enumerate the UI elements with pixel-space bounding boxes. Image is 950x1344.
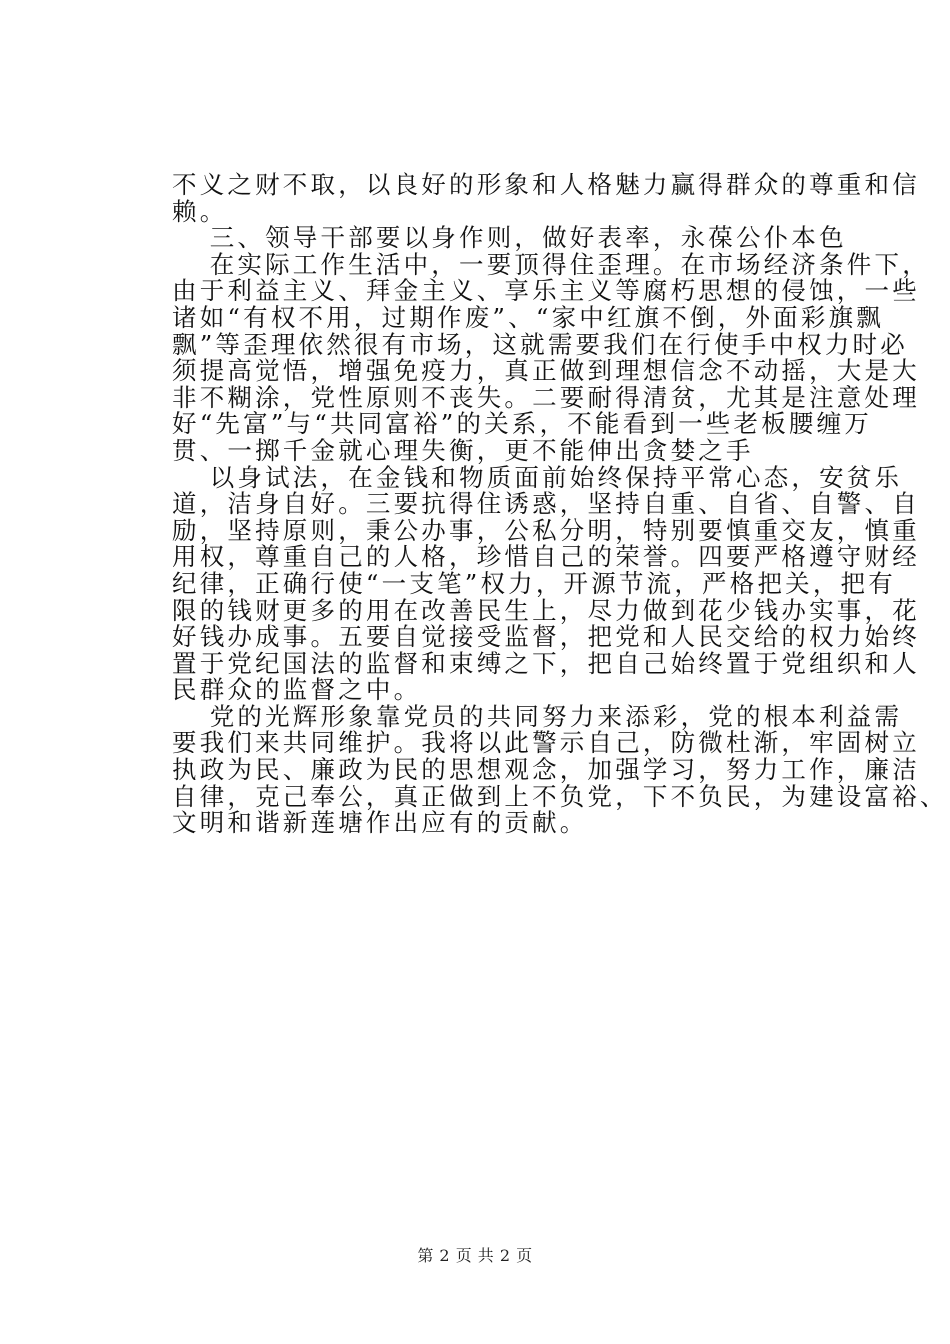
text-line: 纪律，正确行使“一支笔”权力，开源节流，严格把关，把有 [172, 568, 896, 598]
text-line: 赖。 [172, 196, 228, 226]
text-line: 好“先富”与“共同富裕”的关系，不能看到一些老板腰缠万 [172, 409, 872, 439]
text-line: 限的钱财更多的用在改善民生上，尽力做到花少钱办实事，花 [172, 595, 920, 625]
text-line: 党的光辉形象靠党员的共同努力来添彩，党的根本利益需 [182, 701, 903, 731]
text-line: 非不糊涂，党性原则不丧失。二要耐得清贫，尤其是注意处理 [172, 382, 920, 412]
text-line: 不义之财不取，以良好的形象和人格魅力赢得群众的尊重和信 [172, 170, 920, 199]
text-line: 文明和谐新莲塘作出应有的贡献。 [172, 808, 588, 838]
text-line: 好钱办成事。五要自觉接受监督，把党和人民交给的权力始终 [172, 622, 920, 652]
text-line: 飘”等歪理依然很有市场，这就需要我们在行使手中权力时必 [172, 329, 908, 359]
text-line: 须提高觉悟，增强免疫力，真正做到理想信念不动摇，大是大 [172, 356, 920, 386]
text-line: 自律，克己奉公，真正做到上不负党，下不负民，为建设富裕、 [172, 781, 948, 811]
text-line: 励，坚持原则，秉公办事，公私分明，特别要慎重交友，慎重 [172, 515, 920, 545]
text-line: 执政为民、廉政为民的思想观念，加强学习，努力工作，廉洁 [172, 755, 920, 785]
text-line: 贯、一掷千金就心理失衡，更不能伸出贪婪之手 [172, 435, 754, 465]
document-body [172, 170, 948, 838]
text-line: 民群众的监督之中。 [172, 675, 422, 705]
text-line: 诸如“有权不用，过期作废”、“家中红旗不倒，外面彩旗飘 [172, 302, 884, 332]
text-line: 置于党纪国法的监督和束缚之下，把自己始终置于党组织和人 [172, 648, 920, 678]
text-line: 道，洁身自好。三要抗得住诱惑，坚持自重、自省、自警、自 [172, 489, 920, 519]
text-line: 要我们来共同维护。我将以此警示自己，防微杜渐，牢固树立 [172, 728, 920, 758]
text-line: 用权，尊重自己的人格，珍惜自己的荣誉。四要严格遵守财经 [172, 542, 920, 572]
text-line: 由于利益主义、拜金主义、享乐主义等腐朽思想的侵蚀，一些 [172, 276, 920, 306]
page-number-footer: 第 2 页 共 2 页 [417, 1246, 533, 1265]
text-line: 在实际工作生活中，一要顶得住歪理。在市场经济条件下， [182, 249, 930, 279]
text-line: 以身试法，在金钱和物质面前始终保持平常心态，安贫乐 [182, 462, 903, 492]
section-heading: 三、领导干部要以身作则，做好表率，永葆公仆本色 [182, 223, 847, 253]
